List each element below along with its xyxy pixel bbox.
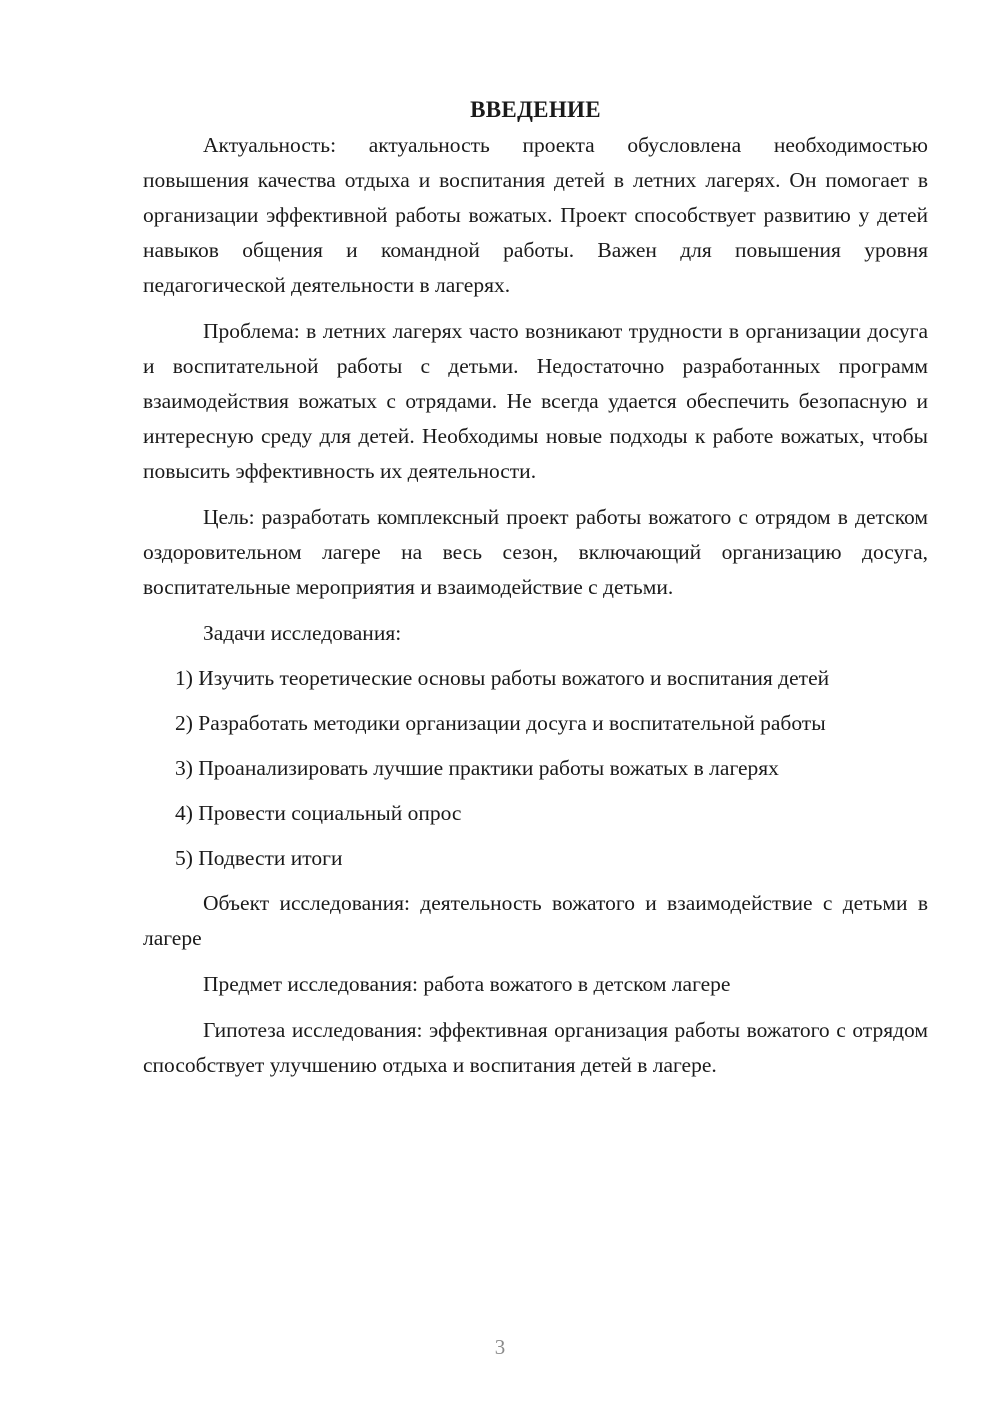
- paragraph-hypothesis: Гипотеза исследования: эффективная организация работы вожатого с отрядом способствует улучшению отдыха и воспитания детей в лагере.: [143, 1018, 928, 1077]
- paragraph-subject: Предмет исследования: работа вожатого в детском лагере: [203, 972, 731, 996]
- paragraph-goal: Цель: разработать комплексный проект работы вожатого с отрядом в детском оздоровительном лагере на весь сезон, включающий организацию досуга, воспитательные мероприятия и взаимодействие с детьми.: [143, 505, 928, 599]
- page-number: 3: [494, 1335, 506, 1359]
- list-item: 2) Разработать методики организации досуга и воспитательной работы: [175, 711, 826, 735]
- list-item: 5) Подвести итоги: [175, 846, 343, 870]
- document-page: [143, 96, 928, 1094]
- tasks-title: Задачи исследования:: [203, 621, 402, 645]
- list-item: 3) Проанализировать лучшие практики работы вожатых в лагерях: [175, 756, 779, 780]
- list-item: 4) Провести социальный опрос: [175, 801, 462, 825]
- paragraph-object: Объект исследования: деятельность вожатого и взаимодействие с детьми в лагере: [143, 891, 928, 950]
- page-title: ВВЕДЕНИЕ: [470, 97, 601, 122]
- paragraph-relevance: Актуальность: актуальность проекта обусловлена необходимостью повышения качества отдыха и воспитания детей в летних лагерях. Он помогает в организации эффективной работы вожатых. Проект способствует развитию у детей навыков общения и командной работы. Важен для повышения уровня педагогической деятельности в лагерях.: [143, 133, 928, 297]
- list-item: 1) Изучить теоретические основы работы вожатого и воспитания детей: [175, 666, 830, 690]
- paragraph-problem: Проблема: в летних лагерях часто возникают трудности в организации досуга и воспитательной работы с детьми. Недостаточно разработанных программ взаимодействия вожатых с отрядами. Не всегда удается обеспечить безопасную и интересную среду для детей. Необходимы новые подходы к работе вожатых, чтобы повысить эффективность их деятельности.: [143, 319, 928, 483]
- tasks-list: [143, 661, 928, 876]
